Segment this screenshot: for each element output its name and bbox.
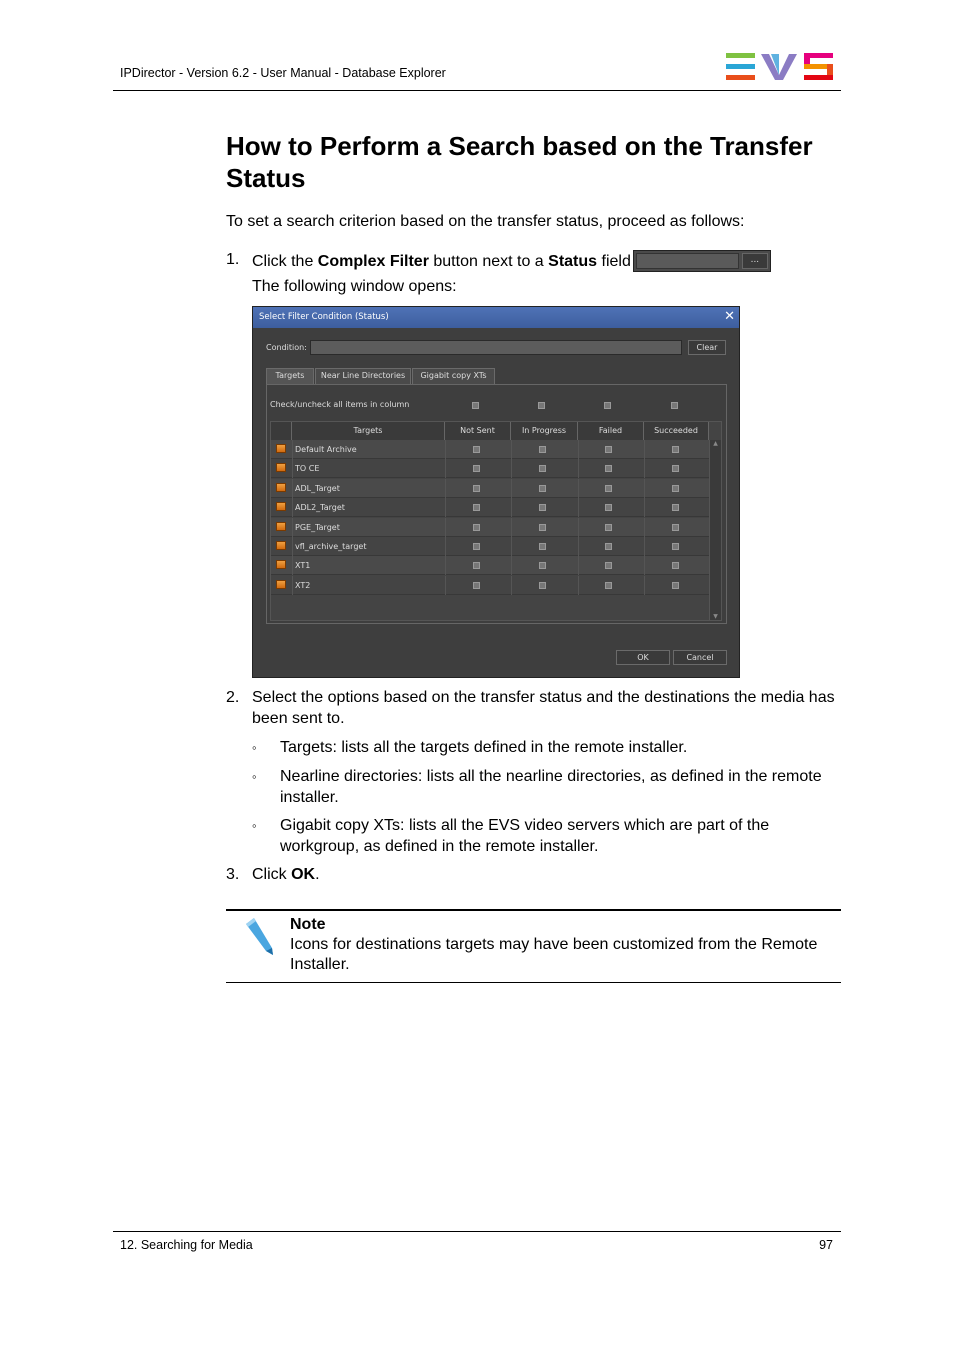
column-separator bbox=[511, 459, 512, 478]
column-separator bbox=[644, 440, 645, 459]
column-separator bbox=[511, 479, 512, 498]
column-separator bbox=[445, 498, 446, 517]
status-checkbox[interactable] bbox=[473, 504, 480, 511]
footer-rule bbox=[113, 1231, 841, 1232]
status-checkbox[interactable] bbox=[672, 465, 679, 472]
status-checkbox[interactable] bbox=[539, 446, 546, 453]
column-separator bbox=[644, 518, 645, 537]
column-header-in-progress[interactable]: In Progress bbox=[511, 422, 578, 440]
table-row[interactable] bbox=[271, 576, 709, 595]
close-icon[interactable]: ✕ bbox=[724, 309, 735, 324]
bullet-gigabit: Gigabit copy XTs: lists all the EVS video servers which are part of the workgroup, as defined in the remote installer. bbox=[280, 817, 770, 855]
condition-input[interactable] bbox=[310, 340, 682, 355]
page-title: How to Perform a Search based on the Transfer Status bbox=[226, 131, 813, 193]
target-name: ADL2_Target bbox=[295, 503, 345, 513]
table-row[interactable] bbox=[271, 440, 709, 459]
step-1-subtext: The following window opens: bbox=[252, 278, 457, 295]
status-checkbox[interactable] bbox=[672, 504, 679, 511]
column-separator bbox=[292, 459, 293, 478]
status-checkbox[interactable] bbox=[672, 582, 679, 589]
table-row[interactable] bbox=[271, 556, 709, 575]
status-checkbox[interactable] bbox=[605, 562, 612, 569]
step-2-number: 2. bbox=[226, 689, 240, 706]
column-separator bbox=[644, 556, 645, 575]
bullet-marker: ◦ bbox=[252, 818, 257, 833]
ok-button[interactable]: OK bbox=[616, 650, 670, 665]
evs-logo bbox=[726, 53, 834, 81]
status-checkbox[interactable] bbox=[539, 543, 546, 550]
status-checkbox[interactable] bbox=[539, 582, 546, 589]
target-name: Default Archive bbox=[295, 445, 357, 454]
target-icon bbox=[276, 541, 286, 550]
column-separator bbox=[511, 556, 512, 575]
column-separator bbox=[578, 440, 579, 459]
note-text: Icons for destinations targets may have been customized from the Remote Installer. bbox=[290, 936, 818, 973]
pencil-icon bbox=[242, 914, 276, 956]
column-separator bbox=[445, 440, 446, 459]
column-header-failed[interactable]: Failed bbox=[578, 422, 644, 440]
scroll-up-icon[interactable]: ▲ bbox=[713, 440, 718, 447]
target-icon bbox=[276, 444, 286, 453]
column-separator bbox=[292, 498, 293, 517]
status-checkbox[interactable] bbox=[605, 485, 612, 492]
check-all-not-sent[interactable] bbox=[472, 402, 479, 409]
status-checkbox[interactable] bbox=[605, 504, 612, 511]
target-name: vfl_archive_target bbox=[295, 542, 367, 551]
column-separator bbox=[445, 556, 446, 575]
status-checkbox[interactable] bbox=[473, 562, 480, 569]
column-separator bbox=[644, 479, 645, 498]
column-separator bbox=[578, 479, 579, 498]
target-icon bbox=[276, 502, 286, 511]
column-separator bbox=[511, 537, 512, 556]
bullet-marker: ◦ bbox=[252, 769, 257, 784]
status-field-input[interactable] bbox=[636, 253, 739, 269]
status-checkbox[interactable] bbox=[539, 562, 546, 569]
step-3-text: Click OK. bbox=[252, 866, 320, 883]
dialog-title-bar bbox=[253, 307, 739, 328]
column-separator bbox=[292, 479, 293, 498]
check-all-in-progress[interactable] bbox=[538, 402, 545, 409]
status-checkbox[interactable] bbox=[539, 524, 546, 531]
column-separator bbox=[445, 537, 446, 556]
target-icon bbox=[276, 560, 286, 569]
targets-grid bbox=[270, 421, 722, 621]
target-icon bbox=[276, 580, 286, 589]
column-separator bbox=[445, 518, 446, 537]
column-separator bbox=[578, 556, 579, 575]
check-all-succeeded[interactable] bbox=[671, 402, 678, 409]
status-checkbox[interactable] bbox=[672, 485, 679, 492]
footer-page-number: 97 bbox=[819, 1238, 833, 1252]
target-name: PGE_Target bbox=[295, 522, 340, 532]
status-checkbox[interactable] bbox=[605, 446, 612, 453]
status-field-widget[interactable] bbox=[633, 250, 771, 272]
target-name: XT1 bbox=[295, 561, 311, 571]
table-row[interactable] bbox=[271, 498, 709, 517]
column-separator bbox=[578, 459, 579, 478]
column-separator bbox=[292, 518, 293, 537]
status-checkbox[interactable] bbox=[605, 524, 612, 531]
tab-targets[interactable]: Targets bbox=[266, 368, 314, 384]
tab-gigabit-copy-xts[interactable]: Gigabit copy XTs bbox=[412, 368, 495, 384]
column-separator bbox=[511, 440, 512, 459]
step-1-number: 1. bbox=[226, 251, 240, 268]
status-checkbox[interactable] bbox=[672, 543, 679, 550]
step-2-text: Select the options based on the transfer status and the destinations the media has been sent to. bbox=[252, 689, 835, 727]
table-row[interactable] bbox=[271, 459, 709, 478]
status-checkbox[interactable] bbox=[539, 485, 546, 492]
column-separator bbox=[644, 459, 645, 478]
column-separator bbox=[445, 479, 446, 498]
dialog-title: Select Filter Condition (Status) bbox=[259, 312, 389, 322]
target-icon bbox=[276, 463, 286, 472]
status-checkbox[interactable] bbox=[473, 446, 480, 453]
column-separator bbox=[292, 556, 293, 575]
condition-label: Condition: bbox=[266, 343, 307, 352]
complex-filter-button[interactable]: ... bbox=[742, 253, 768, 269]
table-row[interactable] bbox=[271, 479, 709, 498]
status-checkbox[interactable] bbox=[539, 465, 546, 472]
status-checkbox[interactable] bbox=[473, 582, 480, 589]
note-title: Note bbox=[290, 916, 326, 933]
column-header-targets[interactable]: Targets bbox=[292, 422, 445, 440]
note-bottom-rule bbox=[226, 982, 841, 983]
column-separator bbox=[511, 498, 512, 517]
check-all-failed[interactable] bbox=[604, 402, 611, 409]
check-all-label: Check/uncheck all items in column bbox=[270, 400, 410, 409]
status-checkbox[interactable] bbox=[672, 446, 679, 453]
column-separator bbox=[292, 537, 293, 556]
note-top-rule bbox=[226, 909, 841, 911]
table-row[interactable] bbox=[271, 537, 709, 556]
column-separator bbox=[445, 459, 446, 478]
step-3-number: 3. bbox=[226, 866, 240, 883]
target-name: ADL_Target bbox=[295, 483, 340, 493]
column-separator bbox=[578, 518, 579, 537]
status-checkbox[interactable] bbox=[672, 562, 679, 569]
status-checkbox[interactable] bbox=[473, 465, 480, 472]
column-separator bbox=[644, 576, 645, 595]
target-name: XT2 bbox=[295, 580, 311, 590]
status-checkbox[interactable] bbox=[473, 485, 480, 492]
cancel-button[interactable]: Cancel bbox=[673, 650, 727, 665]
column-header-icon bbox=[271, 422, 292, 440]
bullet-targets: Targets: lists all the targets defined in the remote installer. bbox=[280, 739, 688, 756]
column-header-not-sent[interactable]: Not Sent bbox=[445, 422, 511, 440]
select-filter-dialog bbox=[252, 306, 740, 678]
table-row[interactable] bbox=[271, 518, 709, 537]
column-separator bbox=[511, 576, 512, 595]
bullet-nearline: Nearline directories: lists all the nearline directories, as defined in the remote installer. bbox=[280, 768, 822, 806]
targets-panel bbox=[266, 384, 727, 624]
grid-scrollbar[interactable] bbox=[709, 440, 721, 620]
column-header-succeeded[interactable]: Succeeded bbox=[644, 422, 709, 440]
status-checkbox[interactable] bbox=[539, 504, 546, 511]
status-checkbox[interactable] bbox=[473, 524, 480, 531]
status-checkbox[interactable] bbox=[605, 543, 612, 550]
clear-button[interactable]: Clear bbox=[688, 340, 726, 355]
scroll-down-icon[interactable]: ▼ bbox=[713, 613, 718, 620]
column-separator bbox=[511, 518, 512, 537]
header-doc-title: IPDirector - Version 6.2 - User Manual - Database Explorer bbox=[120, 66, 446, 80]
target-icon bbox=[276, 483, 286, 492]
status-checkbox[interactable] bbox=[672, 524, 679, 531]
header-rule bbox=[113, 90, 841, 91]
column-separator bbox=[578, 498, 579, 517]
column-separator bbox=[644, 498, 645, 517]
column-separator bbox=[644, 537, 645, 556]
tab-near-line-directories[interactable]: Near Line Directories bbox=[315, 368, 411, 384]
target-name: TO CE bbox=[295, 464, 320, 474]
footer-chapter: 12. Searching for Media bbox=[120, 1238, 253, 1252]
bullet-marker: ◦ bbox=[252, 740, 257, 755]
step-1-text: Click the Complex Filter button next to a Status field ... bbox=[252, 250, 840, 273]
column-separator bbox=[292, 440, 293, 459]
status-checkbox[interactable] bbox=[605, 465, 612, 472]
status-checkbox[interactable] bbox=[605, 582, 612, 589]
intro-paragraph: To set a search criterion based on the transfer status, proceed as follows: bbox=[226, 213, 745, 230]
target-icon bbox=[276, 522, 286, 531]
status-checkbox[interactable] bbox=[473, 543, 480, 550]
column-separator bbox=[578, 537, 579, 556]
column-separator bbox=[445, 576, 446, 595]
column-separator bbox=[292, 576, 293, 595]
column-separator bbox=[578, 576, 579, 595]
